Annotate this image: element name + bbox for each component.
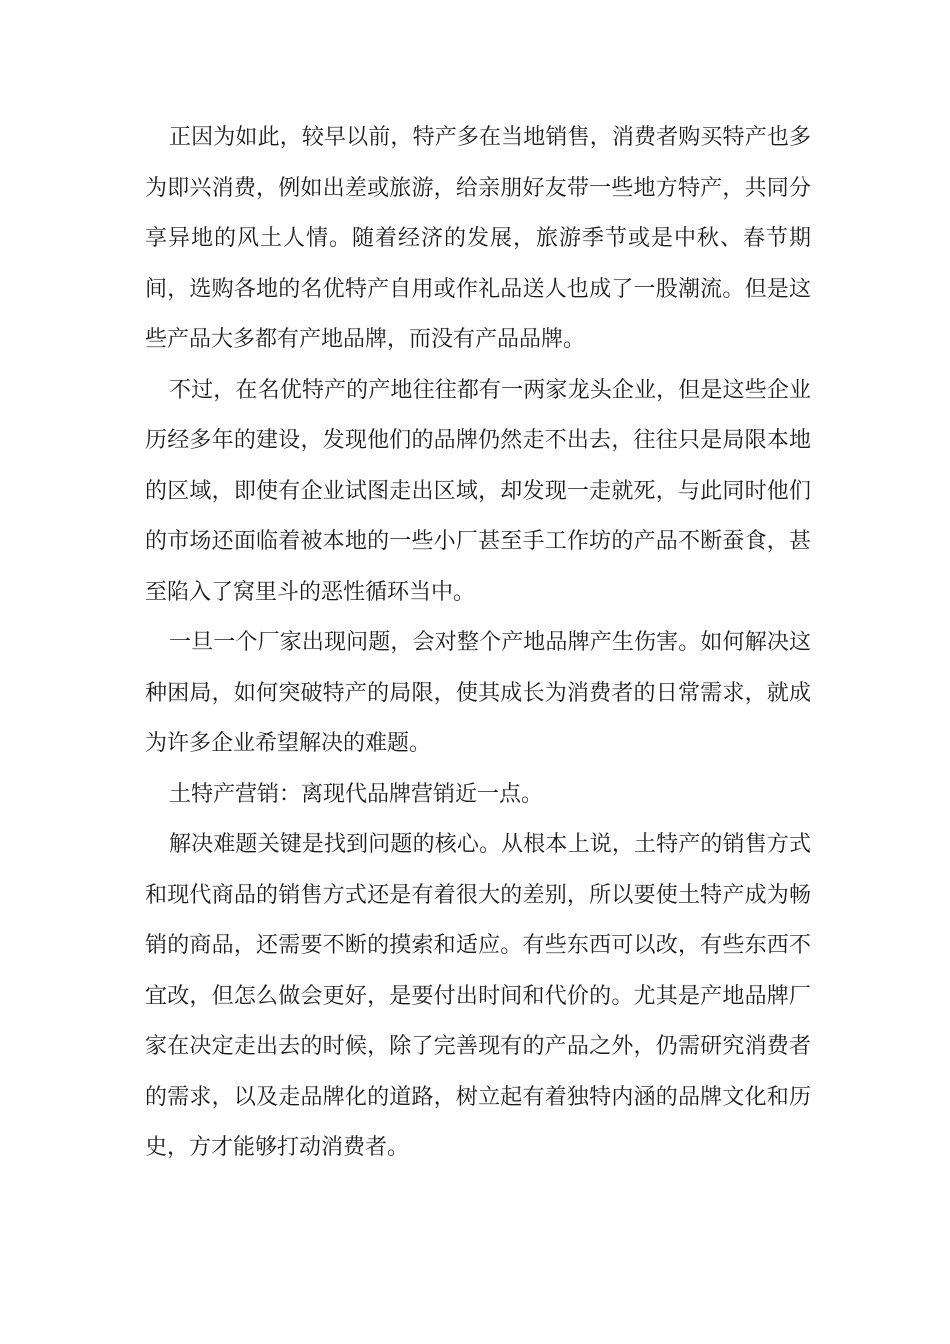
section-heading-paragraph: 土特产营销：离现代品牌营销近一点。: [169, 781, 544, 807]
paragraph-5: 解决难题关键是找到问题的核心。从根本上说，土特产的销售方式和现代商品的销售方式还是有着很大的差别，所以要使土特产成为畅销的商品，还需要不断的摸索和适应。有些东西可以改，有些东西不宜改，但怎么做会更好，是要付出时间和代价的。尤其是产地品牌厂家在决定走出去的时候，除了完善现有的产品之外，仍需研究消费者的需求，以及走品牌化的道路，树立起有着独特内涵的品牌文化和历史，方才能够打动消费者。: [145, 832, 811, 1160]
paragraph-2: 不过，在名优特产的产地往往都有一两家龙头企业，但是这些企业历经多年的建设，发现他们的品牌仍然走不出去，往往只是局限本地的区域，即使有企业试图走出区域，却发现一走就死，与此同时他们的市场还面临着被本地的一些小厂甚至手工作坊的产品不断蚕食，甚至陷入了窝里斗的恶性循环当中。: [145, 377, 811, 605]
document-body: [145, 113, 811, 1174]
paragraph-1: 正因为如此，较早以前，特产多在当地销售，消费者购买特产也多为即兴消费，例如出差或旅游，给亲朋好友带一些地方特产，共同分享异地的风土人情。随着经济的发展，旅游季节或是中秋、春节期间，选购各地的名优特产自用或作礼品送人也成了一股潮流。但是这些产品大多都有产地品牌，而没有产品品牌。: [145, 125, 811, 352]
paragraph-3: 一旦一个厂家出现问题，会对整个产地品牌产生伤害。如何解决这种困局，如何突破特产的局限，使其成长为消费者的日常需求，就成为许多企业希望解决的难题。: [145, 630, 811, 756]
